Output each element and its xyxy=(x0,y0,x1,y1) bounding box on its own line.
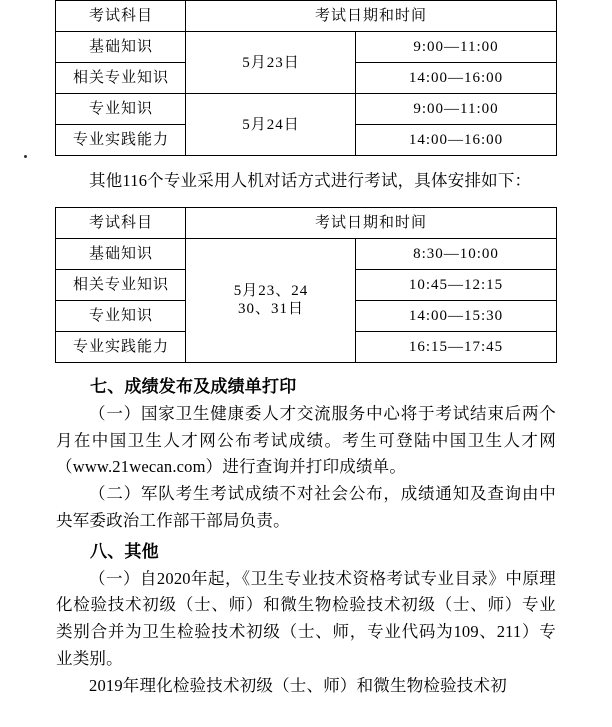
table-header-subject: 考试科目 xyxy=(56,1,186,32)
section-heading-8: 八、其他 xyxy=(90,541,159,561)
table-header-datetime: 考试日期和时间 xyxy=(186,1,556,32)
section7-paragraph-1: （一）国家卫生健康委人才交流服务中心将于考试结束后两个月在中国卫生人才网公布考试成绩。考生可登陆中国卫生人才网（www.21wecan.com）进行查询并打印成绩单。 xyxy=(56,403,556,477)
cell-time: 16:15—17:45 xyxy=(356,331,556,362)
cell-time: 8:30—10:00 xyxy=(356,238,556,269)
paragraph-other-majors: 其他116个专业采用人机对话方式进行考试，具体安排如下： xyxy=(89,171,532,190)
cell-time: 14:00—15:30 xyxy=(356,300,556,331)
cell-time: 14:00—16:00 xyxy=(356,125,556,156)
cell-subject: 相关专业知识 xyxy=(56,269,186,300)
cell-subject: 专业实践能力 xyxy=(56,125,186,156)
table-row xyxy=(56,94,556,125)
cell-time: 14:00—16:00 xyxy=(356,63,556,94)
exam-schedule-table-paper xyxy=(55,0,556,156)
cell-subject: 专业知识 xyxy=(56,94,186,125)
cell-date-line1: 5月23、24 xyxy=(233,283,309,300)
cell-time: 9:00—11:00 xyxy=(356,32,556,63)
cell-date-line2: 30、31日 xyxy=(237,301,304,318)
page-artifact-dot xyxy=(24,155,27,158)
cell-date: 5月24日 xyxy=(186,94,356,156)
section8-paragraph-1: （一）自2020年起，《卫生专业技术资格考试专业目录》中原理化检验技术初级（士、师）和微生物检验技术初级（士、师）专业类别合并为卫生检验技术初级（士、师，专业代码为109、211）专业类别。 xyxy=(56,568,556,668)
cell-date: 5月23日 xyxy=(186,32,356,94)
cell-date xyxy=(186,238,356,362)
table-header-subject: 考试科目 xyxy=(56,207,186,238)
section8-paragraph-2: 2019年理化检验技术初级（士、师）和微生物检验技术初 xyxy=(89,675,507,695)
table-row xyxy=(56,238,556,269)
section-heading-7: 七、成绩发布及成绩单打印 xyxy=(90,376,297,396)
cell-time: 10:45—12:15 xyxy=(356,269,556,300)
cell-subject: 专业实践能力 xyxy=(56,331,186,362)
cell-subject: 基础知识 xyxy=(56,32,186,63)
cell-subject: 基础知识 xyxy=(56,238,186,269)
cell-time: 9:00—11:00 xyxy=(356,94,556,125)
table-row xyxy=(56,32,556,63)
table-row xyxy=(56,207,556,238)
table-row xyxy=(56,1,556,32)
section7-paragraph-2: （二）军队考生考试成绩不对社会公布，成绩通知及查询由中央军委政治工作部干部局负责。 xyxy=(56,484,556,530)
cell-subject: 专业知识 xyxy=(56,300,186,331)
table-header-datetime: 考试日期和时间 xyxy=(186,207,556,238)
cell-subject: 相关专业知识 xyxy=(56,63,186,94)
exam-schedule-table-computer xyxy=(55,207,556,363)
